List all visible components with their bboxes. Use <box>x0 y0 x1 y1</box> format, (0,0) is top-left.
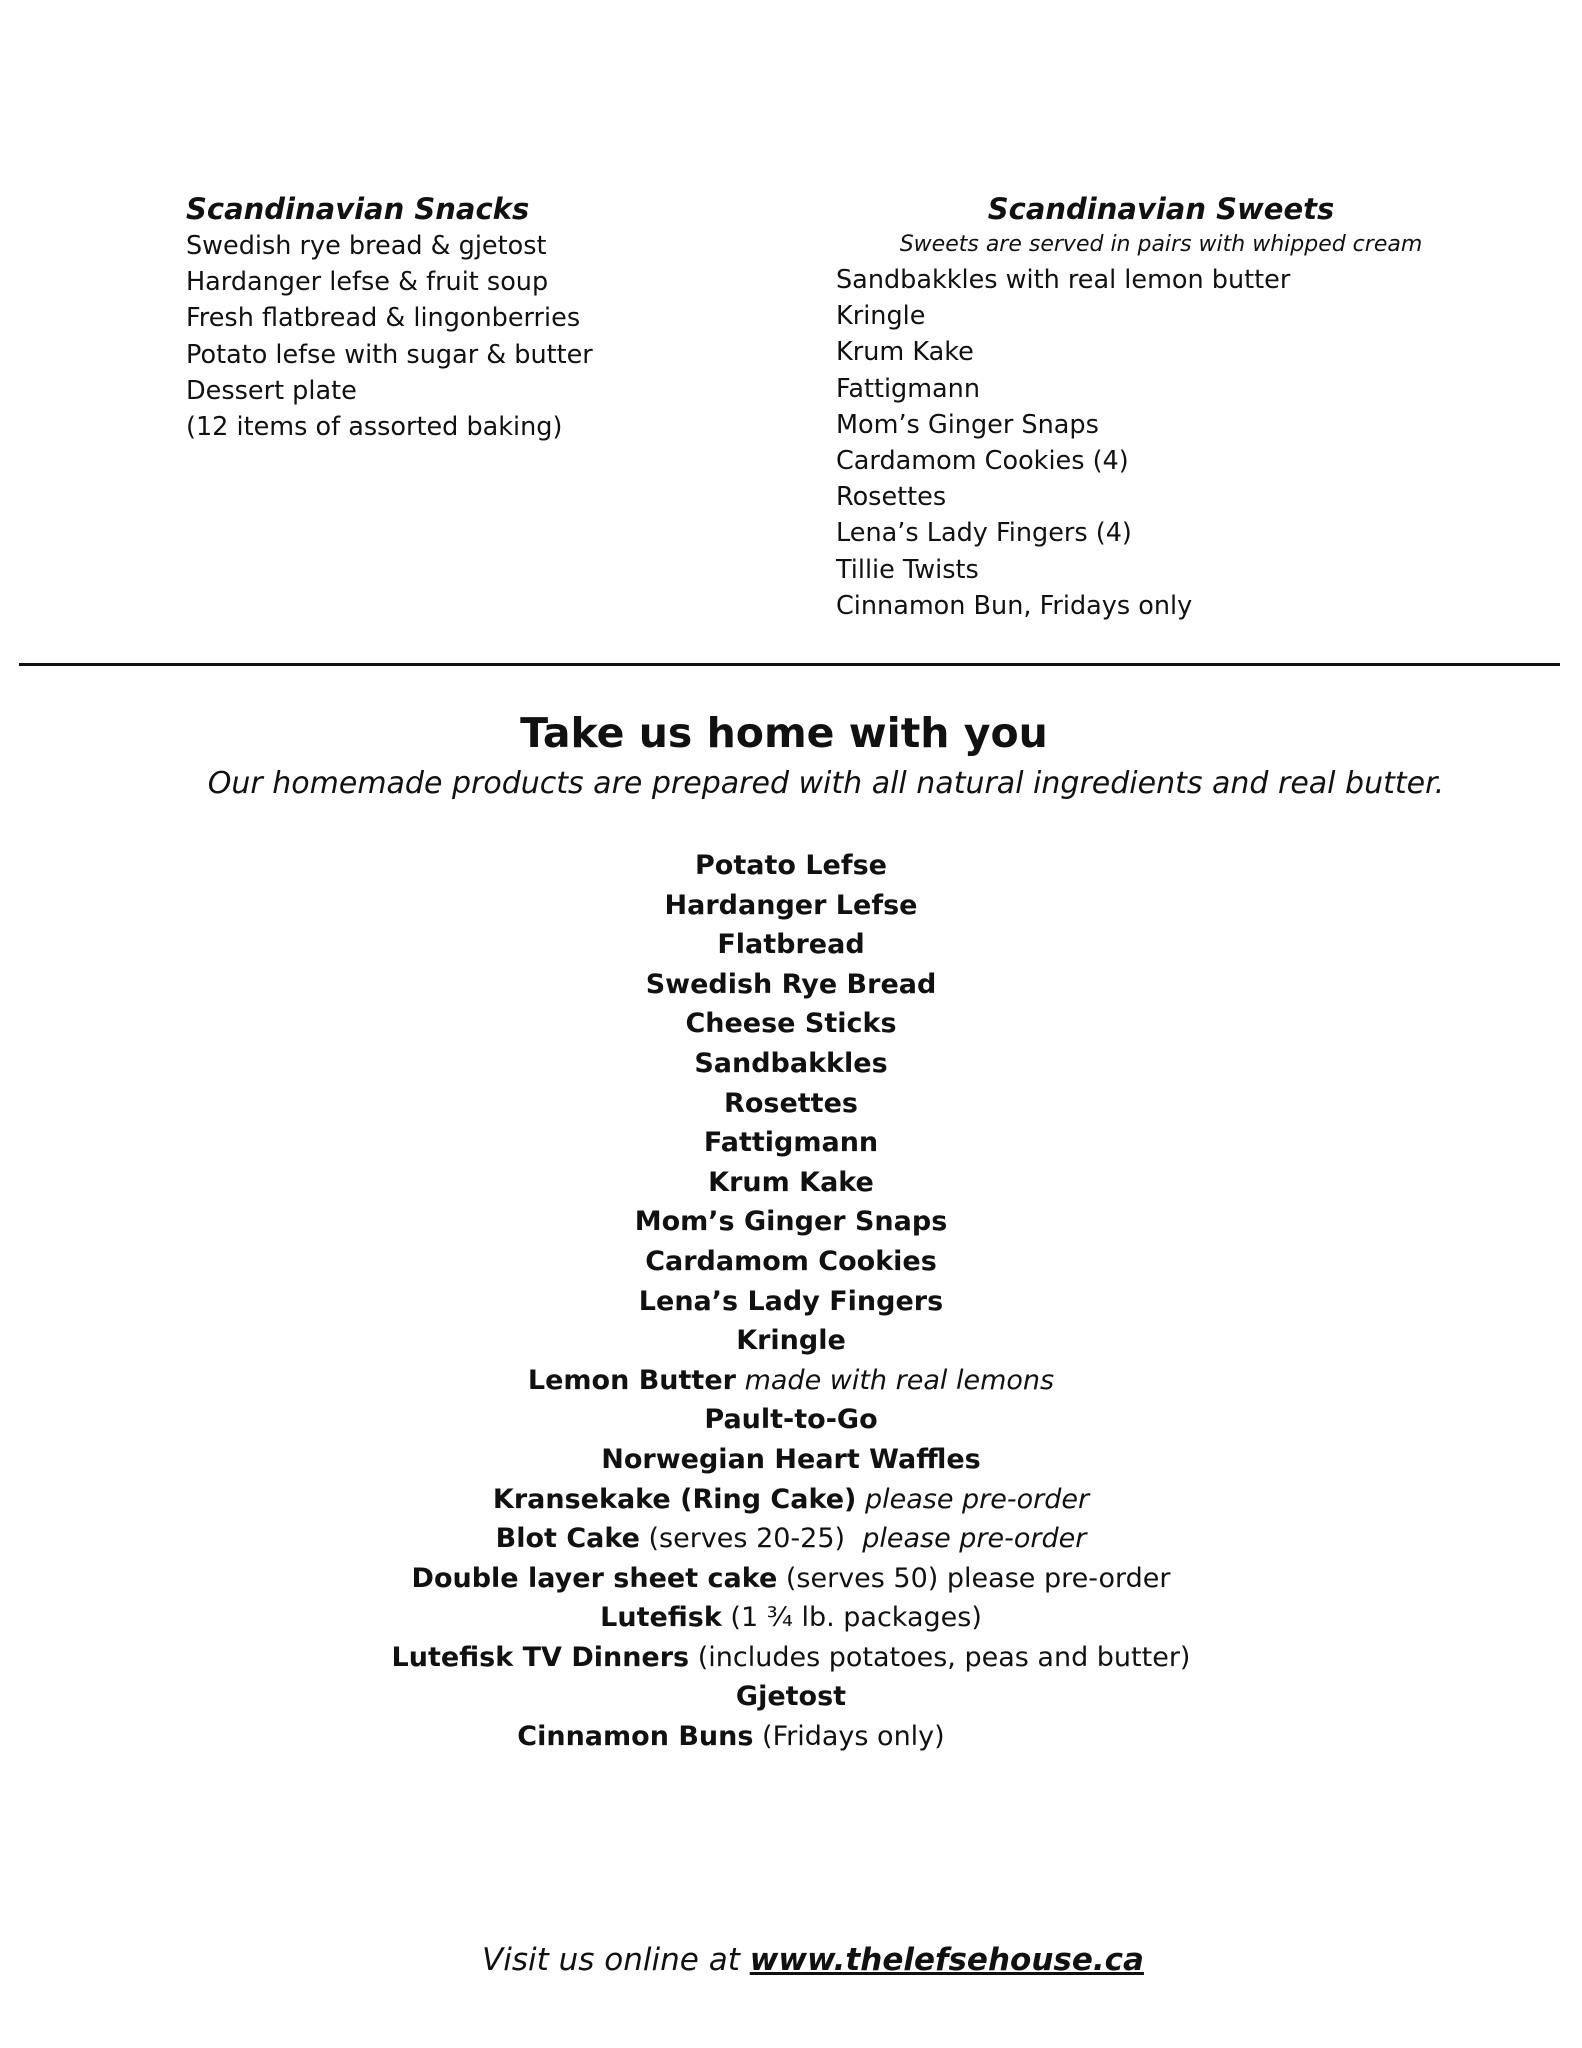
product-item <box>0 925 1582 965</box>
product-item <box>0 1084 1582 1124</box>
sweet-item: Tillie Twists <box>836 554 979 585</box>
product-name: Sandbakkles <box>694 1047 888 1079</box>
product-note: (serves 50) please pre-order <box>785 1562 1171 1594</box>
product-item <box>0 1717 1582 1757</box>
product-name: Lutefisk TV Dinners <box>391 1641 690 1673</box>
product-item <box>0 1282 1582 1322</box>
product-name: Krum Kake <box>708 1166 874 1198</box>
footer-lead: Visit us online at <box>482 1942 740 1978</box>
sweet-item: Kringle <box>836 301 926 332</box>
snack-item: Fresh flatbread & lingonberries <box>186 303 581 334</box>
snack-item: Swedish rye bread & gjetost <box>186 231 547 261</box>
snack-item: Hardanger lefse & fruit soup <box>186 267 549 298</box>
product-name: Swedish Rye Bread <box>645 968 937 1000</box>
sweets-section <box>836 190 1436 624</box>
product-name: Cheese Sticks <box>685 1008 897 1040</box>
product-item <box>0 1400 1582 1440</box>
product-name: Flatbread <box>717 929 865 961</box>
product-name: Lemon Butter <box>527 1364 736 1396</box>
snack-item: (12 items of assorted baking) <box>186 412 563 443</box>
product-name: Lutefisk <box>600 1602 722 1634</box>
product-name: Rosettes <box>724 1087 858 1119</box>
sweets-heading: Scandinavian Sweets <box>987 192 1335 226</box>
product-item <box>0 846 1582 886</box>
sweets-note: Sweets are served in pairs with whipped cream <box>899 232 1423 257</box>
product-name: Cinnamon Buns <box>517 1721 754 1753</box>
product-name: Norwegian Heart Waffles <box>601 1443 981 1475</box>
product-item <box>0 1044 1582 1084</box>
snacks-section <box>186 190 746 445</box>
product-item <box>0 1321 1582 1361</box>
take-home-title: Take us home with you <box>520 709 1048 757</box>
product-note: please pre-order <box>862 1523 1087 1555</box>
product-note: made with real lemons <box>744 1364 1055 1396</box>
product-note: (1 ¾ lb. packages) <box>730 1602 982 1634</box>
product-name: Kransekake (Ring Cake) <box>492 1483 857 1515</box>
snack-item: Potato lefse with sugar & butter <box>186 339 593 370</box>
product-item <box>0 1163 1582 1203</box>
sweet-item: Sandbakkles with real lemon butter <box>836 265 1291 295</box>
product-item <box>0 1202 1582 1242</box>
snacks-heading: Scandinavian Snacks <box>186 192 530 226</box>
product-note: (serves 20-25) <box>648 1523 846 1555</box>
sweet-item: Krum Kake <box>836 337 974 368</box>
sweet-item: Fattigmann <box>836 373 981 404</box>
snack-item: Dessert plate <box>186 375 357 406</box>
website-link[interactable]: www.thelefsehouse.ca <box>749 1942 1144 1978</box>
product-name: Blot Cake <box>495 1523 640 1555</box>
product-name: Lena’s Lady Fingers <box>638 1285 944 1317</box>
product-name: Kringle <box>736 1325 846 1357</box>
product-name: Hardanger Lefse <box>664 889 918 921</box>
product-name: Double layer sheet cake <box>411 1562 778 1594</box>
sweets-list <box>836 262 1436 624</box>
sweet-item: Rosettes <box>836 482 947 513</box>
footer <box>0 1938 1582 1982</box>
sweet-item: Cinnamon Bun, Fridays only <box>836 590 1193 621</box>
product-name: Gjetost <box>735 1681 847 1713</box>
product-item <box>0 886 1582 926</box>
product-item <box>0 1598 1582 1638</box>
product-item <box>0 1004 1582 1044</box>
product-item <box>0 1559 1582 1599</box>
product-note: (includes potatoes, peas and butter) <box>697 1641 1191 1673</box>
section-divider <box>19 663 1560 666</box>
product-name: Potato Lefse <box>695 850 887 881</box>
product-name: Pault-to-Go <box>704 1404 878 1436</box>
snacks-list <box>186 228 746 445</box>
sweet-item: Mom’s Ginger Snaps <box>836 409 1099 440</box>
take-home-product-list <box>0 846 1582 1757</box>
product-item <box>0 1480 1582 1520</box>
product-item <box>0 1440 1582 1480</box>
product-item <box>0 965 1582 1005</box>
product-name: Cardamom Cookies <box>645 1245 937 1277</box>
product-name: Fattigmann <box>703 1127 879 1159</box>
product-item <box>0 1519 1582 1559</box>
sweet-item: Cardamom Cookies (4) <box>836 446 1129 477</box>
product-name: Mom’s Ginger Snaps <box>634 1206 948 1238</box>
product-item <box>0 1242 1582 1282</box>
product-item <box>0 1361 1582 1401</box>
product-item <box>0 1677 1582 1717</box>
sweet-item: Lena’s Lady Fingers (4) <box>836 518 1132 549</box>
product-note: (Fridays only) <box>762 1721 945 1753</box>
take-home-subtitle: Our homemade products are prepared with all natural ingredients and real butter. <box>207 766 1445 801</box>
product-item <box>0 1123 1582 1163</box>
product-note: please pre-order <box>864 1483 1090 1515</box>
product-item <box>0 1638 1582 1678</box>
